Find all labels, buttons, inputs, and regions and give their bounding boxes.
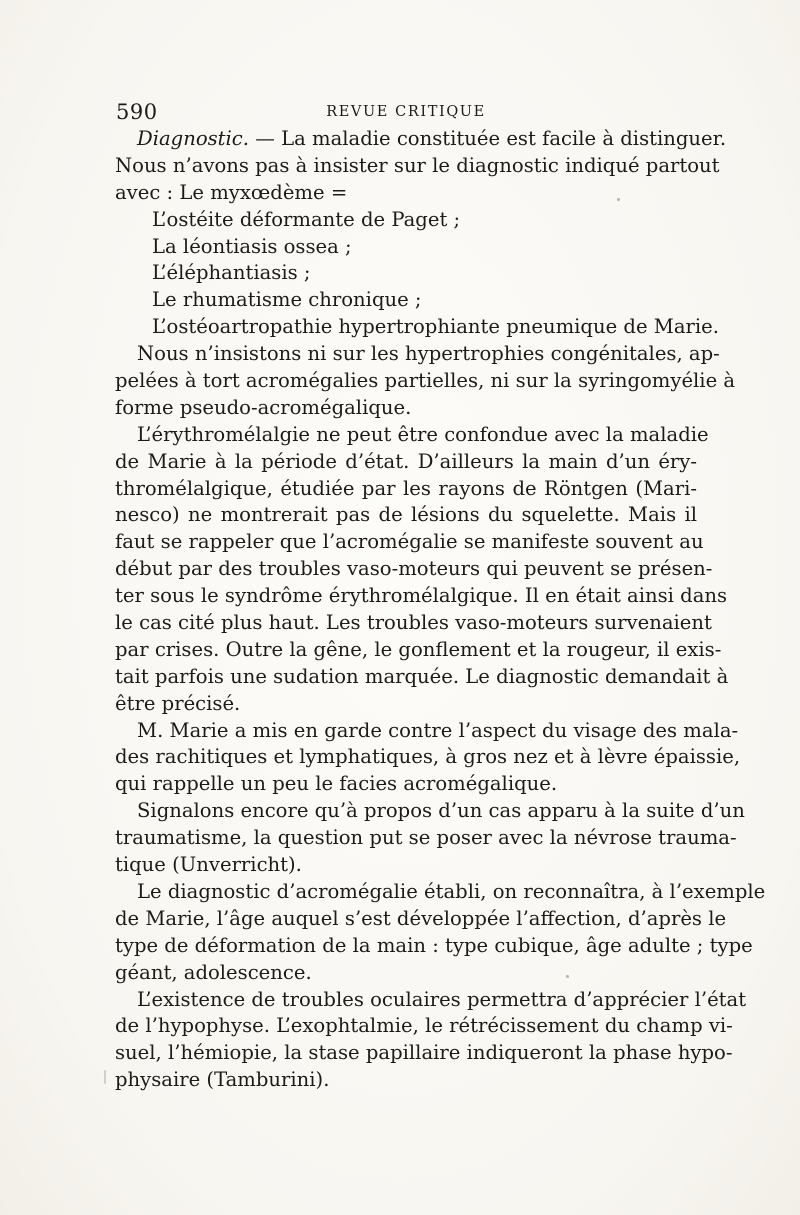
text-line: forme pseudo-acromégalique. — [115, 395, 412, 419]
running-head — [116, 100, 696, 126]
text-line: ter sous le syndrôme érythromélalgique. Il en était ainsi dans — [115, 584, 728, 608]
text-line: physaire (Tamburini). — [115, 1068, 330, 1092]
page-number: 590 — [116, 100, 158, 124]
list-item: Le rhumatisme chronique ; — [152, 288, 422, 312]
text-line: faut se rappeler que l’acromégalie se manifeste souvent au — [115, 530, 704, 554]
running-title: REVUE CRITIQUE — [326, 104, 486, 120]
text-line: Signalons encore qu’à propos d’un cas apparu à la suite d’un — [137, 799, 745, 823]
text-line: L’érythromélalgie ne peut être confondue avec la maladie — [137, 422, 709, 446]
text-line: traumatisme, la question put se poser avec la névrose trauma- — [115, 826, 737, 850]
text-line: le cas cité plus haut. Les troubles vaso-moteurs survenaient — [115, 611, 712, 635]
text-line: Le diagnostic d’acromégalie établi, on reconnaîtra, à l’exemple — [137, 879, 766, 903]
text-line: Diagnostic. — La maladie constituée est facile à distinguer. — [137, 127, 727, 150]
text-line: être précisé. — [115, 691, 241, 715]
text-line: pelées à tort acromégalies partielles, ni sur la syringomyélie à — [115, 369, 736, 393]
text-line: L’existence de troubles oculaires permettra d’apprécier l’état — [137, 987, 747, 1011]
text-line: type de déformation de la main : type cubique, âge adulte ; type — [115, 933, 753, 957]
text-line: avec : Le myxœdème = — [115, 180, 348, 204]
text-line: nesco) ne montrerait pas de lésions du squelette. Mais il — [115, 503, 697, 527]
text-line: tique (Unverricht). — [115, 853, 302, 877]
list-item: L’éléphantiasis ; — [152, 261, 311, 285]
paper-speck — [566, 975, 569, 978]
text-line: par crises. Outre la gêne, le gonflement et la rougeur, il exis- — [115, 637, 722, 661]
list-item: L’ostéite déformante de Paget ; — [152, 207, 461, 231]
text-line: suel, l’hémiopie, la stase papillaire indiqueront la phase hypo- — [115, 1041, 733, 1065]
text-line: thromélalgique, étudiée par les rayons de Röntgen (Mari- — [115, 476, 697, 500]
text-line: début par des troubles vaso-moteurs qui peuvent se présen- — [115, 557, 713, 581]
section-heading: Diagnostic. — [137, 127, 250, 150]
text-line: Nous n’avons pas à insister sur le diagnostic indiqué partout — [115, 153, 720, 177]
text-line: de Marie, l’âge auquel s’est développée l’affection, d’après le — [115, 906, 727, 930]
paper-speck — [617, 198, 620, 201]
text-line: de Marie à la période d’état. D’ailleurs la main d’un éry- — [115, 449, 697, 473]
text-line: géant, adolescence. — [115, 960, 312, 984]
text-line: des rachitiques et lymphatiques, à gros nez et à lèvre épaissie, — [115, 745, 741, 769]
text-line: de l’hypophyse. L’exophtalmie, le rétrécissement du champ vi- — [115, 1014, 733, 1038]
list-item: La léontiasis ossea ; — [152, 234, 352, 258]
text-line: Nous n’insistons ni sur les hypertrophies congénitales, ap- — [137, 342, 720, 366]
body-text — [115, 126, 766, 1094]
text-line: M. Marie a mis en garde contre l’aspect du visage des mala- — [137, 718, 739, 742]
text-line: tait parfois une sudation marquée. Le diagnostic demandait à — [115, 664, 729, 688]
list-item: L’ostéoartropathie hypertrophiante pneumique de Marie. — [152, 315, 719, 339]
paper-mark — [104, 1070, 106, 1084]
text-line: qui rappelle un peu le facies acromégalique. — [115, 772, 558, 796]
